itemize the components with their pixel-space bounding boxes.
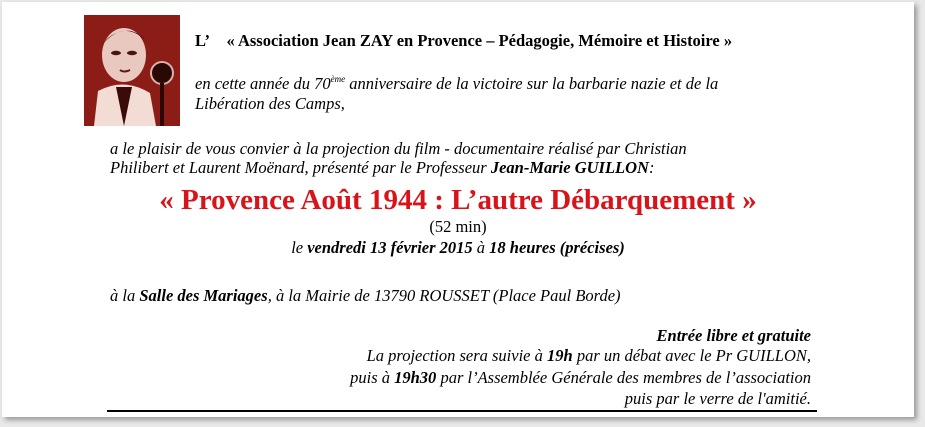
- debate-line: [367, 346, 811, 365]
- association-name: « Association Jean ZAY en Provence – Pédagogie, Mémoire et Histoire »: [226, 31, 733, 50]
- anniversary-superscript: ème: [330, 74, 346, 84]
- portrait-illustration: [84, 15, 180, 126]
- debate-text-end: par un débat avec le Pr GUILLON,: [572, 346, 811, 365]
- bottom-divider: [107, 410, 817, 412]
- drink-line: puis par le verre de l'amitié.: [624, 389, 811, 408]
- invitation-line-2: [110, 158, 654, 177]
- assembly-text-end: par l’Assemblée Générale des membres de l’association: [436, 368, 811, 387]
- venue-prefix: à la: [110, 286, 140, 305]
- date-value: vendredi 13 février 2015: [307, 238, 473, 257]
- venue-salle: Salle des Mariages: [139, 286, 268, 305]
- anniversary-line: [195, 74, 718, 93]
- debate-time: 19h: [547, 346, 573, 365]
- anniversary-text-start: en cette année du 70: [195, 74, 331, 93]
- venue-address: , à la Mairie de 13790 ROUSSET (Place Paul Borde): [267, 286, 621, 305]
- screening-date: [2, 238, 914, 257]
- assembly-text: puis à: [350, 368, 395, 387]
- invitation-text: Philibert et Laurent Moënard, présenté par le Professeur: [110, 158, 491, 177]
- film-duration: (52 min): [429, 217, 487, 236]
- film-title: « Provence Août 1944 : L’autre Débarquement »: [159, 184, 757, 216]
- invitation-card: [2, 2, 914, 417]
- association-heading: [195, 31, 732, 50]
- debate-text: La projection sera suivie à: [366, 346, 547, 365]
- professor-name: Jean-Marie GUILLON: [490, 158, 649, 177]
- date-prefix: le: [291, 238, 308, 257]
- entry-notice: Entrée libre et gratuite: [656, 326, 811, 345]
- assembly-time: 19h30: [394, 368, 437, 387]
- jean-zay-portrait-photo: [84, 15, 180, 126]
- invitation-colon: :: [648, 158, 655, 177]
- date-connector: à: [472, 238, 490, 257]
- liberation-line: Libération des Camps,: [195, 94, 345, 113]
- time-value: 18 heures (précises): [489, 238, 625, 257]
- anniversary-text-end: anniversaire de la victoire sur la barbarie nazie et de la: [345, 74, 719, 93]
- venue-line: [110, 286, 621, 305]
- invitation-line-1: a le plaisir de vous convier à la projection du film - documentaire réalisé par Christian: [110, 139, 687, 158]
- assembly-line: [350, 368, 811, 387]
- heading-prefix: L’: [195, 31, 210, 50]
